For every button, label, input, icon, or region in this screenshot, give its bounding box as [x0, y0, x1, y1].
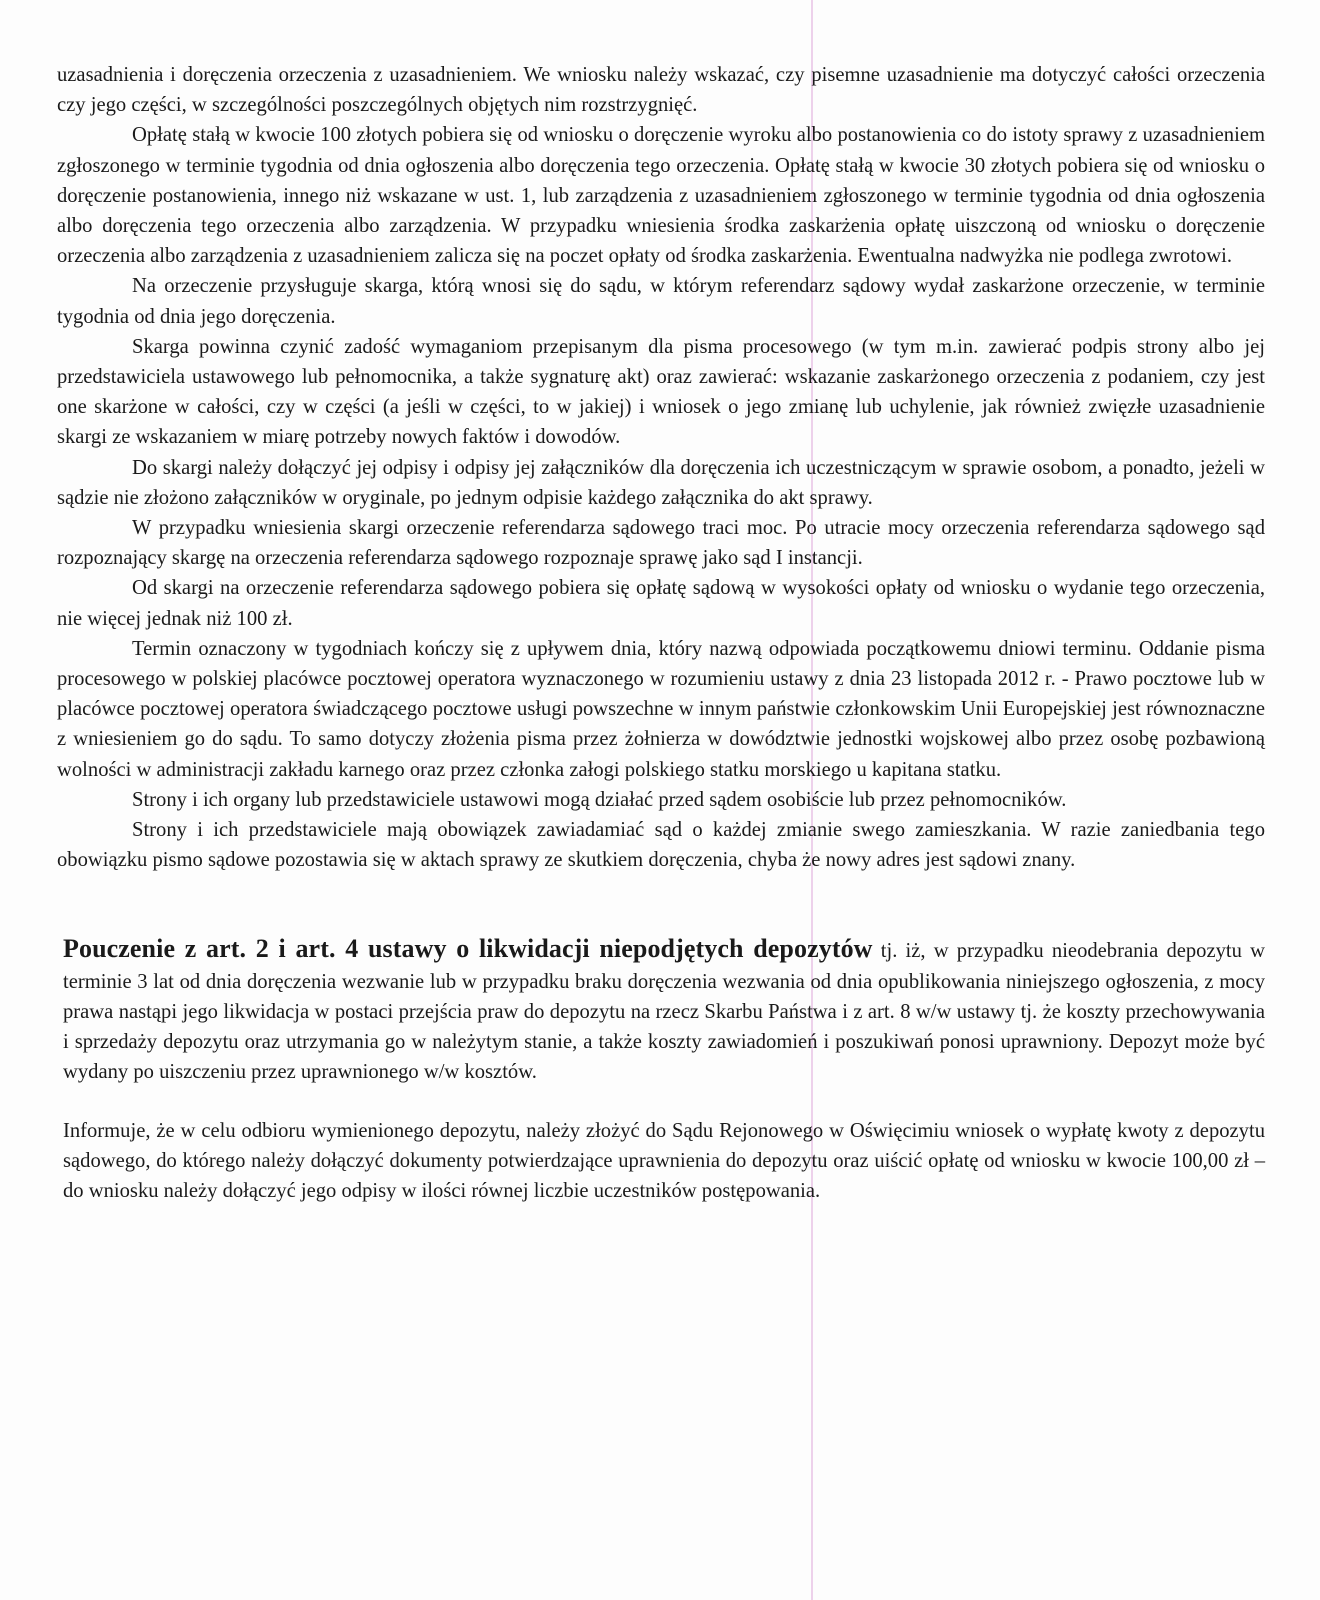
paragraph: Skarga powinna czynić zadość wymaganiom przepisanym dla pisma procesowego (w tym m.in. zawierać podpis strony albo jej przedstawiciela ustawowego lub pełnomocnika, a także sygnaturę akt) oraz zawierać: wskazanie zaskarżonego orzeczenia z podaniem, czy jest one skarżone w całości, czy w części (a jeśli w części, to w jakiej) i wniosek o jego zmianę lub uchylenie, jak również zwięzłe uzasadnienie skargi ze wskazaniem w miarę potrzeby nowych faktów i dowodów. [57, 335, 1265, 449]
paragraph: Strony i ich przedstawiciele mają obowiązek zawiadamiać sąd o każdej zmianie swego zamieszkania. W razie zaniedbania tego obowiązku pismo sądowe pozostawia się w aktach sprawy ze skutkiem doręczenia, chyba że nowy adres jest sądowi znany. [57, 819, 1265, 872]
paragraph: Od skargi na orzeczenie referendarza sądowego pobiera się opłatę sądową w wysokości opłaty od wniosku o wydanie tego orzeczenia, nie więcej jednak niż 100 zł. [57, 577, 1265, 630]
paragraph: Strony i ich organy lub przedstawiciele ustawowi mogą działać przed sądem osobiście lub przez pełnomocników. [132, 788, 1067, 811]
paragraph: Na orzeczenie przysługuje skarga, którą wnosi się do sądu, w którym referendarz sądowy wydał zaskarżone orzeczenie, w terminie tygodnia od dnia jego doręczenia. [57, 275, 1265, 328]
paragraph: Do skargi należy dołączyć jej odpisy i odpisy jej załączników dla doręczenia ich uczestniczącym w sprawie osobom, a ponadto, jeżeli w sądzie nie złożono załączników w oryginale, po jednym odpisie każdego załącznika do akt sprawy. [57, 456, 1265, 509]
paragraph: Termin oznaczony w tygodniach kończy się z upływem dnia, który nazwą odpowiada początkowemu dniowi terminu. Oddanie pisma procesowego w polskiej placówce pocztowej operatora wyznaczonego w rozumieniu ustawy z dnia 23 listopada 2012 r. - Prawo pocztowe lub w placówce pocztowej operatora świadczącego pocztowe usługi powszechne w innym państwie członkowskim Unii Europejskiej jest równoznaczne z wniesieniem go do sądu. To samo dotyczy złożenia pisma przez żołnierza w dowództwie jednostki wojskowej albo przez osobę pozbawioną wolności w administracji zakładu karnego oraz przez członka załogi polskiego statku morskiego u kapitana statku. [57, 637, 1265, 781]
paragraph: W przypadku wniesienia skargi orzeczenie referendarza sądowego traci moc. Po utracie mocy orzeczenia referendarza sądowego sąd rozpoznający skargę na orzeczenia referendarza sądowego rozpoznaje sprawę jako sąd I instancji. [57, 517, 1265, 570]
paragraph-gap [57, 1088, 1265, 1116]
section-heading-tail: tj. iż, w przypadku nieodebrania depozytu w terminie 3 lat od dnia doręczenia wezwanie lub w przypadku braku doręczenia wezwania od dnia opublikowania niniejszego ogłoszenia, z mocy prawa nastąpi jego likwidacja w postaci przejścia praw do depozytu na rzecz Skarbu Państwa i z art. 8 w/w ustawy tj. że koszty przechowywania i sprzedaży depozytu oraz utrzymania go w należytym stanie, a także koszty zawiadomień i poszukiwań ponosi uprawniony. Depozyt może być wydany po uiszczeniu przez uprawnionego w/w kosztów. [63, 940, 1266, 1084]
section-heading: Pouczenie z art. 2 i art. 4 ustawy o likwidacji niepodjętych depozytów [63, 934, 873, 964]
paragraph: uzasadnienia i doręczenia orzeczenia z uzasadnieniem. We wniosku należy wskazać, czy pisemne uzasadnienie ma dotyczyć całości orzeczenia czy jego części, w szczególności poszczególnych objętych nim rozstrzygnięć. [57, 64, 1265, 117]
document-body [57, 60, 1265, 1206]
deposit-info-paragraph: Informuje, że w celu odbioru wymienionego depozytu, należy złożyć do Sądu Rejonowego w Oświęcimiu wniosek o wypłatę kwoty z depozytu sądowego, do którego należy dołączyć dokumenty potwierdzające uprawnienia do depozytu oraz uiścić opłatę od wniosku w kwocie 100,00 zł – do wniosku należy dołączyć jego odpisy w ilości równej liczbie uczestników postępowania. [63, 1119, 1265, 1202]
deposit-notice-section [57, 934, 1265, 1206]
paragraph: Opłatę stałą w kwocie 100 złotych pobiera się od wniosku o doręczenie wyroku albo postanowienia co do istoty sprawy z uzasadnieniem zgłoszonego w terminie tygodnia od dnia ogłoszenia albo doręczenia tego orzeczenia. Opłatę stałą w kwocie 30 złotych pobiera się od wniosku o doręczenie postanowienia, innego niż wskazane w ust. 1, lub zarządzenia z uzasadnieniem zgłoszonego w terminie tygodnia od dnia ogłoszenia albo doręczenia tego orzeczenia albo zarządzenia. W przypadku wniesienia środka zaskarżenia opłatę uiszczoną od wniosku o doręczenie orzeczenia albo zarządzenia z uzasadnieniem zalicza się na poczet opłaty od środka zaskarżenia. Ewentualna nadwyżka nie podlega zwrotowi. [57, 124, 1265, 268]
deposit-notice-paragraph [63, 934, 1265, 1087]
